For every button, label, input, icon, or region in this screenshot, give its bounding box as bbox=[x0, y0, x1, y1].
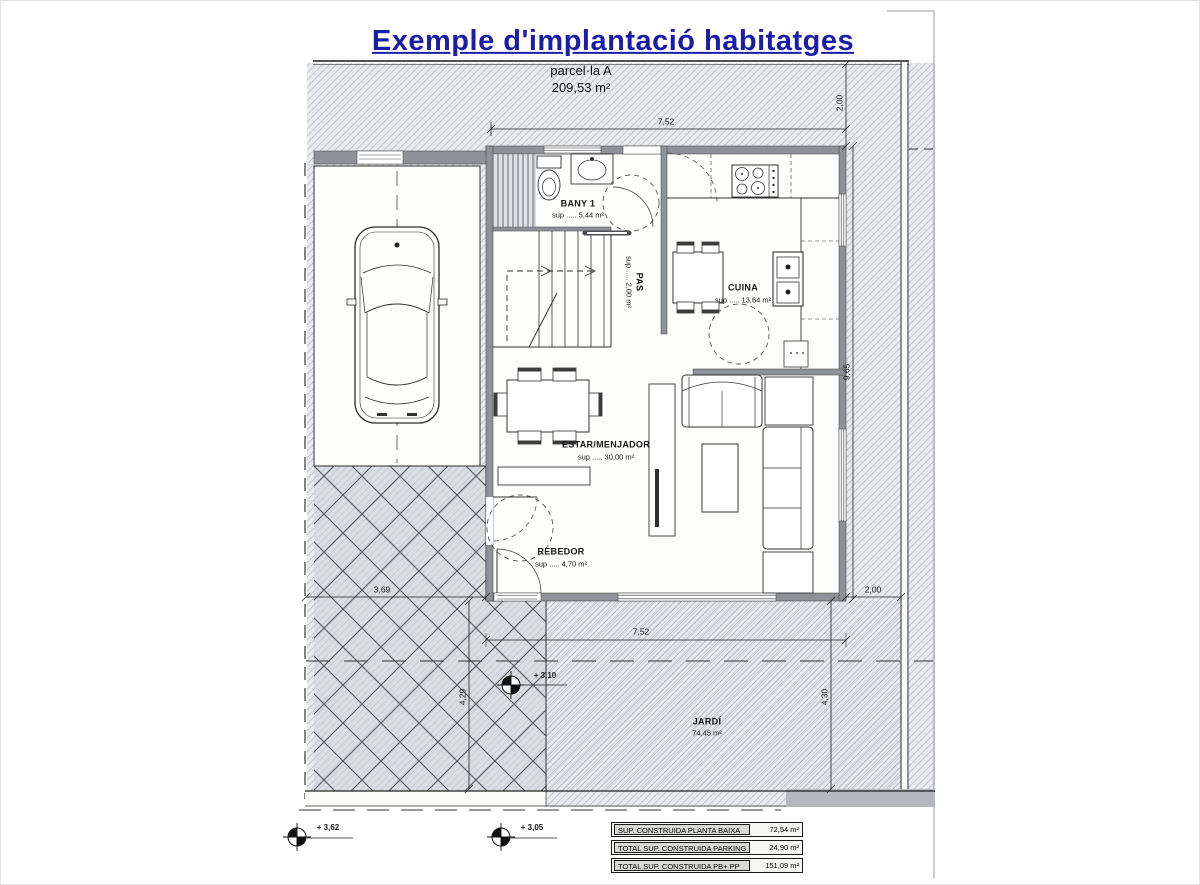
toilet-tank-icon bbox=[537, 156, 561, 168]
coffee-table bbox=[702, 444, 738, 512]
table-row bbox=[611, 840, 803, 855]
dim-top-width: 7,52 bbox=[657, 116, 675, 127]
row-label: SUP. CONSTRUIDA PLANTA BAIXA bbox=[614, 824, 750, 835]
room-area-bany: sup ..... 5,44 m² bbox=[551, 210, 605, 220]
benchmark-icon bbox=[283, 823, 311, 851]
appliance-icon bbox=[784, 341, 808, 367]
page-title: Exemple d'implantació habitatges bbox=[371, 24, 855, 57]
parcel-name: parcel·la A bbox=[550, 62, 612, 78]
room-label-cuina: CUINA bbox=[728, 282, 758, 293]
side-table bbox=[765, 377, 813, 425]
stove-icon bbox=[732, 165, 778, 197]
hall-cabinet bbox=[498, 467, 590, 485]
room-name: PAS bbox=[634, 272, 645, 292]
room-area-rebedor: sup ..... 4,70 m² bbox=[534, 559, 588, 569]
dim-right-height: 9,65 bbox=[841, 363, 852, 381]
dim-garden-right: 4,30 bbox=[819, 688, 830, 706]
room-area-estar: sup ..... 30,00 m² bbox=[577, 452, 635, 462]
level-garden: + 3,10 bbox=[533, 671, 557, 680]
dim-bottom-width: 7,52 bbox=[632, 626, 650, 637]
row-value: 72,54 m² bbox=[769, 825, 799, 834]
sidewalk-street bbox=[299, 789, 935, 810]
row-label: TOTAL SUP. CONSTRUIDA PARKING bbox=[614, 842, 750, 853]
car-icon bbox=[347, 227, 447, 423]
room-label-bany: BANY 1 bbox=[560, 198, 596, 209]
side-table bbox=[763, 552, 813, 593]
dim-top-right: 2,00 bbox=[834, 94, 845, 112]
room-label-jardi: JARDÍ bbox=[692, 716, 722, 727]
dim-drive-left: 4,29 bbox=[457, 688, 468, 706]
benchmark-icon bbox=[487, 823, 515, 851]
table-row bbox=[611, 822, 803, 837]
parcel-area: 209,53 m² bbox=[551, 79, 611, 95]
tv-cabinet bbox=[649, 384, 675, 536]
room-label-rebedor: REBEDOR bbox=[537, 546, 585, 557]
shower-hatch bbox=[493, 154, 535, 227]
row-label: TOTAL SUP. CONSTRUIDA PB+ PP bbox=[614, 860, 750, 871]
level-street-mid: + 3,05 bbox=[520, 823, 544, 832]
room-area-cuina: sup ..... 13,64 m² bbox=[714, 295, 772, 305]
level-street-left: + 3,62 bbox=[316, 823, 340, 832]
row-value: 24,90 m² bbox=[769, 843, 799, 852]
table-row bbox=[611, 858, 803, 873]
room-area-jardi: 74,45 m² bbox=[692, 728, 722, 738]
room-label-estar: ESTAR/MENJADOR bbox=[561, 439, 651, 450]
tv-icon bbox=[655, 469, 659, 527]
row-value: 151,09 m² bbox=[765, 861, 799, 870]
dim-mid-right: 2,00 bbox=[864, 584, 882, 595]
dim-left-bottom: 3,69 bbox=[373, 584, 391, 595]
sofa-three-seat bbox=[763, 427, 813, 549]
room-area: sup ..... 2,00 m² bbox=[624, 255, 634, 309]
room-label-pas bbox=[624, 256, 645, 308]
dining-table bbox=[507, 380, 589, 432]
